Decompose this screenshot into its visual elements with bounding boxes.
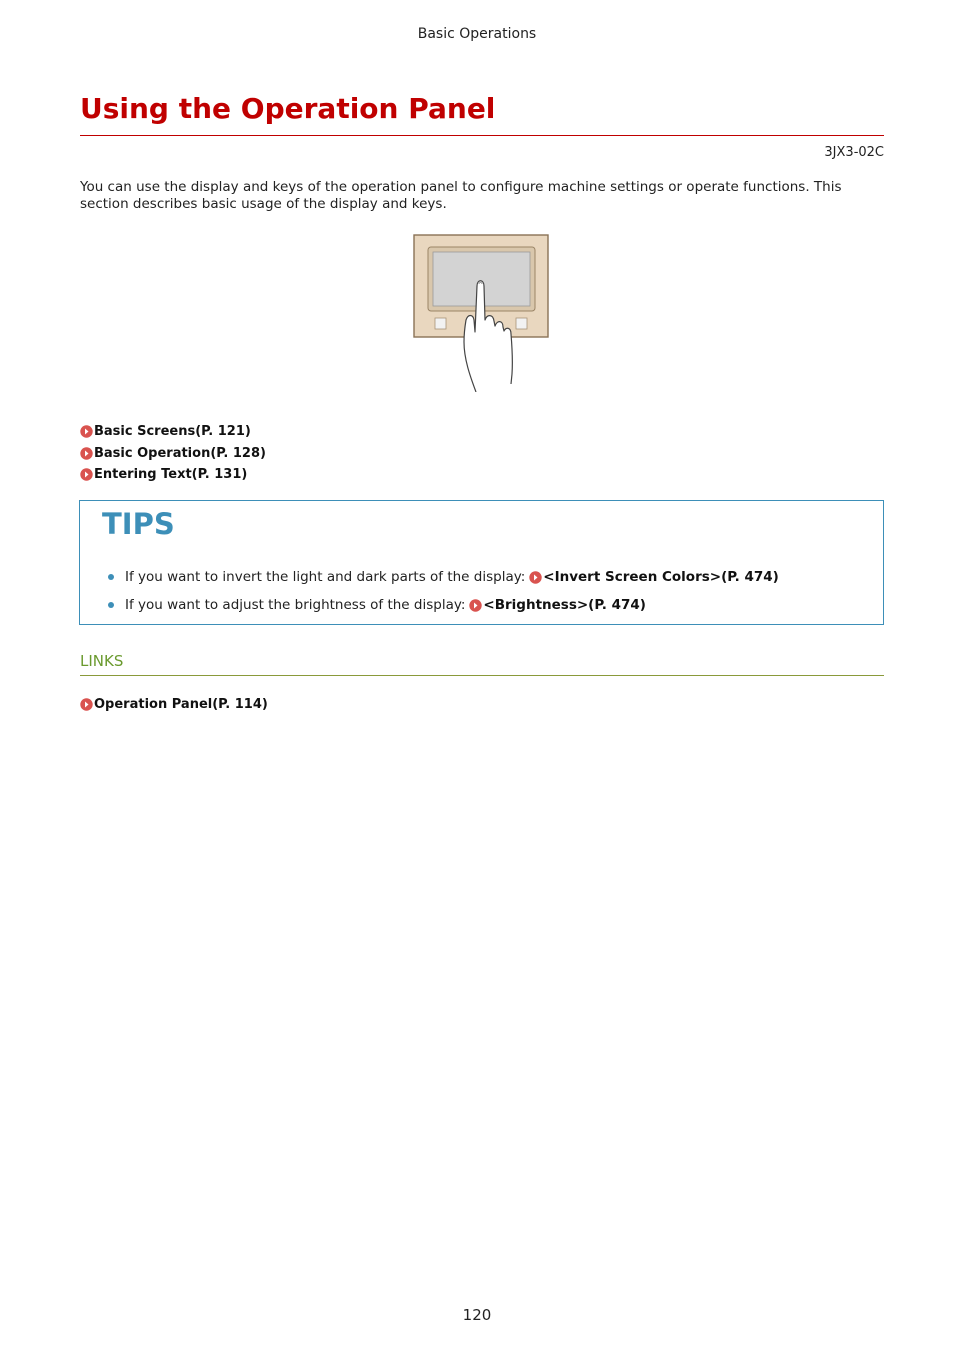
tips-heading: TIPS (102, 507, 175, 541)
bullet-icon (108, 574, 114, 580)
tip-item (108, 597, 646, 613)
arrow-right-circle-icon (80, 468, 93, 481)
link-invert-screen-colors[interactable] (525, 569, 779, 585)
intro-paragraph: You can use the display and keys of the operation panel to configure machine settings or operate functions. This section describes basic usage of the display and keys. (80, 179, 842, 212)
arrow-right-circle-icon (80, 698, 93, 711)
link-label: Operation Panel(P. 114) (94, 697, 268, 713)
title-divider (80, 135, 884, 136)
page-number: 120 (462, 1306, 492, 1324)
link-label: Basic Operation(P. 128) (94, 445, 266, 461)
link-entering-text[interactable] (80, 464, 266, 486)
link-label: Entering Text(P. 131) (94, 467, 248, 483)
tip-text: If you want to invert the light and dark parts of the display: (125, 569, 526, 585)
tip-link-label: <Invert Screen Colors>(P. 474) (543, 569, 779, 585)
arrow-right-circle-icon (80, 425, 93, 438)
running-header: Basic Operations (417, 26, 537, 42)
link-brightness[interactable] (465, 597, 646, 613)
tip-item (108, 569, 779, 585)
operation-panel-touch-illustration (413, 234, 551, 392)
tips-box (79, 500, 884, 625)
links-heading: LINKS (80, 652, 124, 670)
link-label: Basic Screens(P. 121) (94, 424, 251, 440)
arrow-right-circle-icon (469, 599, 482, 612)
page-title: Using the Operation Panel (80, 92, 496, 125)
links-section-list (80, 694, 268, 716)
links-divider (80, 675, 884, 676)
link-operation-panel[interactable] (80, 694, 268, 716)
tip-text: If you want to adjust the brightness of the display: (125, 597, 466, 613)
related-links-list (80, 421, 266, 486)
link-basic-operation[interactable] (80, 443, 266, 465)
document-code: 3JX3-02C (824, 145, 884, 160)
arrow-right-circle-icon (80, 447, 93, 460)
link-basic-screens[interactable] (80, 421, 266, 443)
tip-link-label: <Brightness>(P. 474) (483, 597, 646, 613)
bullet-icon (108, 602, 114, 608)
arrow-right-circle-icon (529, 571, 542, 584)
